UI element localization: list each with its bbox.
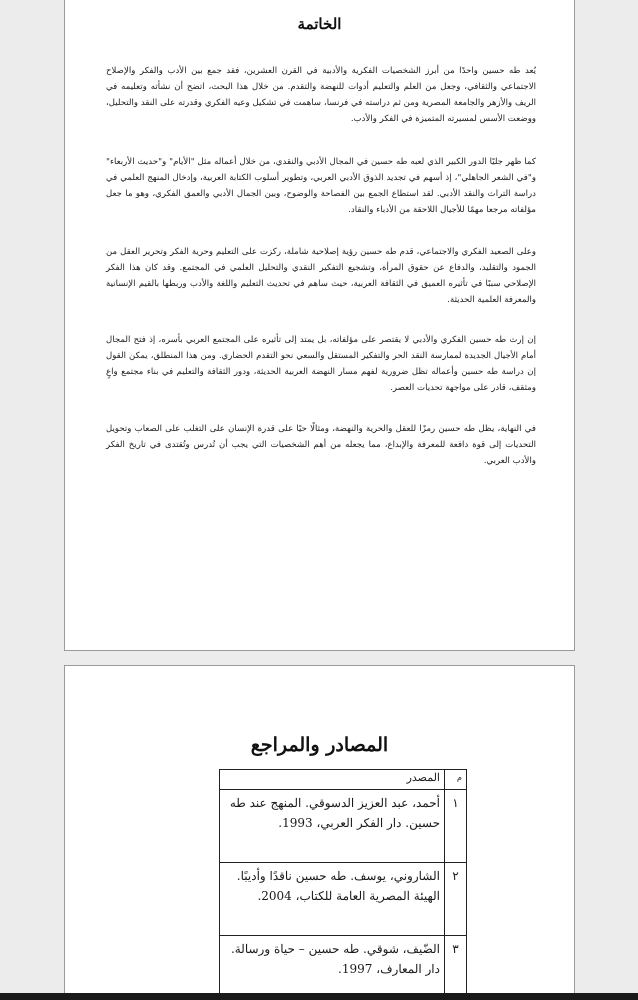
paragraph-1: يُعد طه حسين واحدًا من أبرز الشخصيات الفكرية والأدبية في القرن العشرين، فقد جمع بين الأدب والفكر والإصلاح الاجتماعي والثقافي، وجعل من العلم والتعليم أدوات للنهضة والتقدم. من خلال هذا البحث، اتضح أن نشأته وتعليمه في الريف والأزهر والجامعة المصرية ومن ثم دراسته في فرنسا، ساهمت في تشكيل وعيه الفكري وقدرته على النقد والتحليل، ووضعت الأسس لمسيرته المتميزة في الفكر والأدب. xyxy=(106,66,536,124)
window-bottom-bar xyxy=(0,993,638,1000)
document-page-2 xyxy=(64,665,575,1000)
table-row xyxy=(220,863,467,936)
row-source: الضّيف، شوقي. طه حسين – حياة ورسالة. دار المعارف، 1997. xyxy=(220,936,445,1000)
row-number: ٣ xyxy=(445,936,467,1000)
row-source: أحمد، عبد العزيز الدسوقي. المنهج عند طه حسين. دار الفكر العربي، 1993. xyxy=(220,790,445,863)
paragraph-4: إن إرث طه حسين الفكري والأدبي لا يقتصر على مؤلفاته، بل يمتد إلى تأثيره على المجتمع العربي بأسره، إذ فتح المجال أمام الأجيال الجديدة لممارسة النقد الحر والتفكير المستقل والسعي نحو التقدم الحضاري. ومن هذا المنطلق، يمكن القول إن دراسة طه حسين وأعماله تظل ضرورية لفهم مسار النهضة العربية الحديثة، ودور الثقافة والتعليم في بناء مجتمع واعٍ ومثقف، قادر على مواجهة تحديات العصر. xyxy=(106,335,536,393)
conclusion-title: الخاتمة xyxy=(297,15,342,33)
table-row xyxy=(220,936,467,1000)
paragraph-3: وعلى الصعيد الفكري والاجتماعي، قدم طه حسين رؤية إصلاحية شاملة، ركزت على التعليم وحرية الفكر وتحرير العقل من الجمود والتقليد، والدفاع عن حقوق المرأة، وتشجيع التفكير النقدي والتحليل العلمي في المجتمع. وقد كان هذا الفكر الإصلاحي سببًا في تأثيره العميق في الثقافة العربية، حيث ساهم في تحديث التعليم واللغة والأدب وربطها بالقيم الإنسانية والمعرفة العلمية الحديثة. xyxy=(106,247,536,305)
header-number: م xyxy=(445,770,467,790)
document-page-1 xyxy=(64,0,575,651)
table-row xyxy=(220,790,467,863)
paragraph-2: كما ظهر جليًا الدور الكبير الذي لعبه طه حسين في المجال الأدبي والنقدي، من خلال أعماله مثل "الأيام" و"حديث الأربعاء" و"في الشعر الجاهلي"، إذ أسهم في تجديد الذوق الأدبي العربي، وتطوير أسلوب الكتابة العربية، وإدخال المنهج العلمي في دراسة التراث والنقد الأدبي. لقد استطاع الجمع بين الفصاحة والوضوح، وبين الجمال الأدبي والعمق الفكري، وهو ما جعل مؤلفاته مرجعا مهمًا للأجيال اللاحقة من الأدباء والنقاد. xyxy=(106,157,536,215)
paragraph-5: في النهاية، يظل طه حسين رمزًا للعقل والحرية والنهضة، ومثالًا حيًا على قدرة الإنسان على التغلب على الصعاب وتحويل التحديات إلى قوة دافعة للمعرفة والإبداع، مما يجعله من أهم الشخصيات التي يجب أن تُدرس وتُقتدى في تاريخ الفكر والأدب العربي. xyxy=(106,424,536,466)
references-table xyxy=(219,769,467,1000)
row-number: ١ xyxy=(445,790,467,863)
header-source: المصدر xyxy=(220,770,445,790)
table-header-row xyxy=(220,770,467,790)
row-source: الشاروني، يوسف. طه حسين ناقدًا وأديبًا. الهيئة المصرية العامة للكتاب، 2004. xyxy=(220,863,445,936)
row-number: ٢ xyxy=(445,863,467,936)
references-title: المصادر والمراجع xyxy=(250,734,389,756)
